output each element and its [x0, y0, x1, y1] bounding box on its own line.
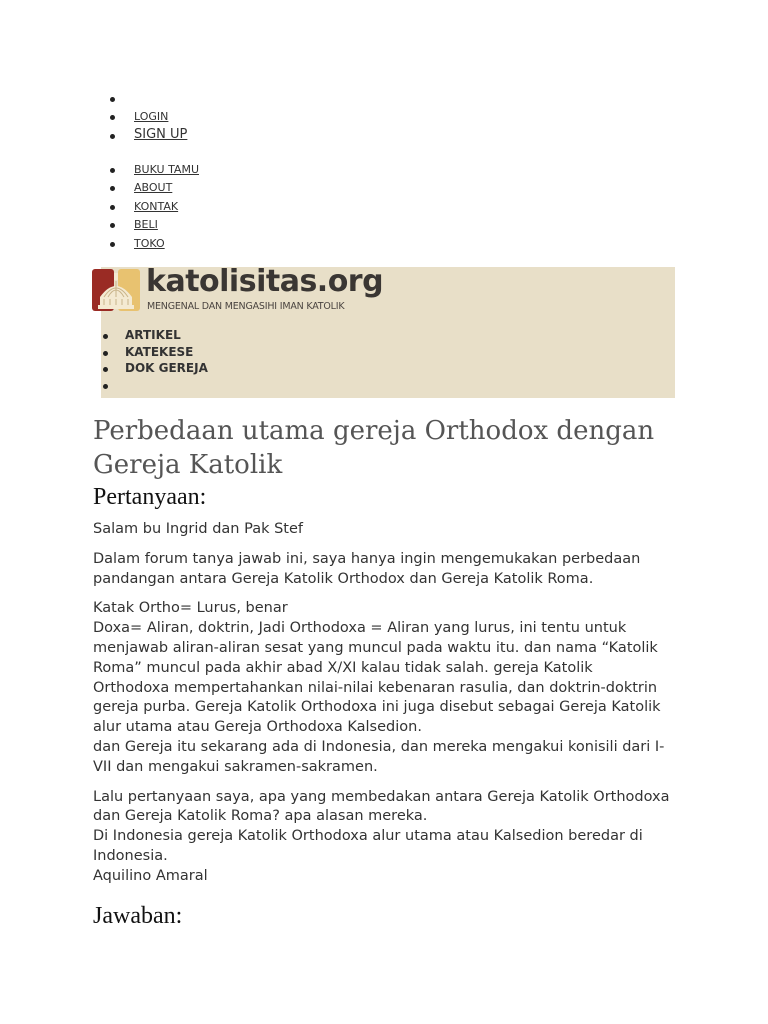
- menu-item: [110, 235, 199, 253]
- question-heading: Pertanyaan:: [93, 484, 207, 510]
- paragraph-2: [93, 599, 673, 777]
- list-item-empty: [110, 90, 187, 108]
- menu-item: [110, 216, 199, 234]
- menu-link-kontak[interactable]: KONTAK: [134, 199, 179, 213]
- post-title: Perbedaan utama gereja Orthodox dengan Gereja Katolik: [93, 416, 655, 480]
- top-menu: [110, 161, 199, 253]
- menu-item: [110, 198, 199, 216]
- nav-item-katekese[interactable]: KATEKESE: [101, 344, 208, 361]
- list-item-signup: [110, 126, 187, 144]
- basilica-dome-icon: [92, 267, 140, 313]
- paragraph-2-line-1: Katak Ortho= Lurus, benar: [93, 600, 288, 617]
- menu-item: [110, 161, 199, 179]
- paragraph-3: [93, 788, 673, 887]
- account-links: [110, 90, 187, 144]
- paragraph-1: Dalam forum tanya jawab ini, saya hanya ingin mengemukakan perbedaan pandangan antara Gereja Katolik Orthodox dan Gereja Katolik Roma.: [93, 550, 641, 587]
- site-logo[interactable]: [92, 264, 392, 315]
- menu-link-buku-tamu[interactable]: BUKU TAMU: [134, 163, 199, 176]
- paragraph-3-author: Aquilino Amaral: [93, 867, 208, 884]
- menu-link-beli[interactable]: BELI: [134, 218, 158, 232]
- login-link[interactable]: LOGIN: [134, 110, 169, 123]
- paragraph-2-line-3: dan Gereja itu sekarang ada di Indonesia, dan mereka mengakui konisili dari I-VII dan mengakui sakramen-sakramen.: [93, 738, 665, 775]
- nav-item-artikel[interactable]: ARTIKEL: [101, 327, 208, 344]
- menu-item: [110, 179, 199, 197]
- signup-link[interactable]: SIGN UP: [134, 127, 188, 142]
- site-header: [101, 264, 675, 398]
- logo-name: katolisitas.org: [146, 264, 384, 299]
- menu-link-toko[interactable]: TOKO: [134, 236, 165, 250]
- paragraph-3-line-2: Di Indonesia gereja Katolik Orthodoxa alur utama atau Kalsedion beredar di Indonesia.: [93, 828, 643, 864]
- greeting-paragraph: Salam bu Ingrid dan Pak Stef: [93, 521, 304, 537]
- nav-item-dok-gereja[interactable]: DOK GEREJA: [101, 360, 208, 377]
- list-item-login: [110, 108, 187, 126]
- paragraph-2-line-2: Doxa= Aliran, doktrin, Jadi Orthodoxa = Aliran yang lurus, ini tentu untuk menjawab aliran-aliran sesat yang muncul pada waktu itu. dan nama “Katolik Roma” muncul pada akhir abad X/XI kalau tidak salah. gereja Katolik Orthodoxa mempertahankan nilai-nilai kebenaran rasulia, dan doktrin-doktrin gereja purba. Gereja Katolik Orthodoxa ini juga disebut sebagai Gereja Katolik alur utama atau Gereja Orthodoxa Kalsedion.: [93, 620, 661, 736]
- article-content: [93, 414, 673, 931]
- paragraph-3-line-1: Lalu pertanyaan saya, apa yang membedakan antara Gereja Katolik Orthodoxa dan Gereja Katolik Roma? apa alasan mereka.: [93, 788, 670, 825]
- logo-tagline: MENGENAL DAN MENGASIHI IMAN KATOLIK: [147, 301, 345, 312]
- nav-item-empty: [101, 377, 208, 394]
- main-nav: [101, 327, 208, 394]
- answer-heading: Jawaban:: [93, 902, 183, 929]
- menu-link-about[interactable]: ABOUT: [134, 181, 173, 195]
